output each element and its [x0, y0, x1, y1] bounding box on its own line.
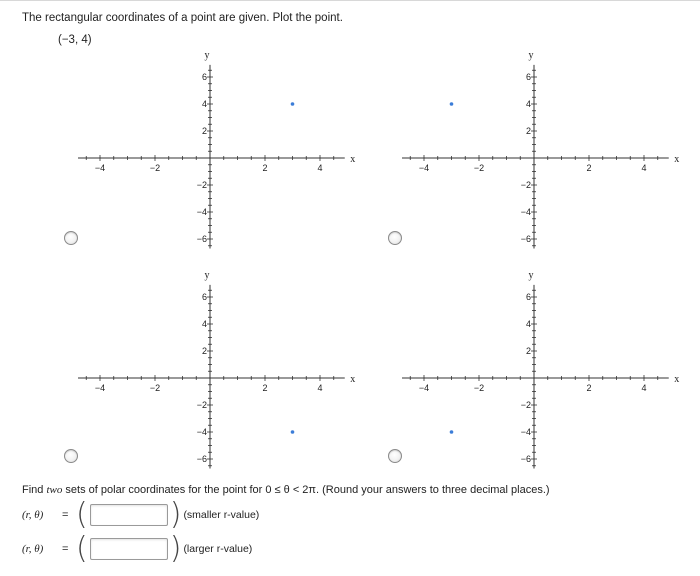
graph-a [60, 50, 360, 245]
y-tick-label: −4 [196, 207, 207, 217]
given-point: (−3, 4) [58, 34, 92, 46]
x-tick-label: −2 [149, 163, 161, 173]
y-tick-label: −2 [520, 400, 531, 410]
open-paren: ( [76, 497, 88, 532]
radio-option-d[interactable] [388, 449, 402, 463]
graph-d [384, 270, 684, 465]
answer-row-larger [22, 532, 252, 566]
y-tick-label: 6 [525, 72, 531, 82]
choice-a[interactable] [60, 50, 380, 270]
y-tick-label: 2 [525, 126, 531, 136]
x-tick-label: 4 [641, 163, 647, 173]
equals-sign: = [62, 509, 69, 521]
x-tick-label: 4 [317, 163, 323, 173]
y-tick-label: −6 [520, 454, 531, 464]
x-tick-label: −4 [94, 383, 106, 393]
plotted-point [450, 102, 454, 106]
polar-answer-larger-input[interactable] [90, 538, 168, 560]
y-tick-label: 4 [525, 99, 531, 109]
y-tick-label: −6 [520, 234, 531, 244]
choice-d[interactable] [384, 270, 700, 490]
y-tick-label: −2 [520, 180, 531, 190]
larger-r-note: (larger r-value) [183, 543, 253, 555]
x-axis-label: x [350, 154, 356, 165]
y-tick-label: 2 [201, 346, 207, 356]
y-tick-label: 6 [525, 292, 531, 302]
close-paren: ) [169, 497, 182, 532]
y-tick-label: 4 [201, 99, 207, 109]
y-tick-label: 4 [525, 319, 531, 329]
choice-b[interactable] [384, 50, 700, 270]
y-tick-label: −4 [520, 427, 531, 437]
x-tick-label: −4 [418, 163, 430, 173]
plotted-point [291, 430, 295, 434]
x-tick-label: −2 [473, 383, 485, 393]
open-paren: ( [76, 531, 88, 566]
plotted-point [450, 430, 454, 434]
x-tick-label: −4 [94, 163, 106, 173]
y-tick-label: 2 [525, 346, 531, 356]
y-axis-label: y [204, 50, 210, 62]
x-tick-label: 2 [586, 383, 592, 393]
radio-option-a[interactable] [64, 231, 78, 245]
polar-answer-smaller-input[interactable] [90, 504, 168, 526]
y-tick-label: 4 [201, 319, 207, 329]
x-axis-label: x [674, 154, 680, 165]
polar-instruction: Find two sets of polar coordinates for the point for 0 ≤ θ < 2π. (Round your answers to three decimal places.) [22, 484, 550, 496]
x-axis-label: x [350, 374, 356, 385]
row-label-larger: (r, θ) [22, 543, 44, 555]
equals-sign: = [62, 543, 69, 555]
answer-row-smaller [22, 498, 259, 532]
y-axis-label: y [528, 270, 534, 282]
y-tick-label: −6 [196, 454, 207, 464]
graph-b [384, 50, 684, 245]
y-tick-label: 6 [201, 292, 207, 302]
x-axis-label: x [674, 374, 680, 385]
x-tick-label: 2 [262, 383, 268, 393]
y-tick-label: 2 [201, 126, 207, 136]
x-tick-label: 2 [262, 163, 268, 173]
y-tick-label: −2 [196, 400, 207, 410]
y-axis-label: y [204, 270, 210, 282]
plotted-point [291, 102, 295, 106]
top-divider [0, 0, 700, 1]
radio-option-b[interactable] [388, 231, 402, 245]
y-tick-label: −4 [520, 207, 531, 217]
x-tick-label: 4 [641, 383, 647, 393]
close-paren: ) [169, 531, 182, 566]
graph-c [60, 270, 360, 465]
row-label-smaller: (r, θ) [22, 509, 44, 521]
y-tick-label: −2 [196, 180, 207, 190]
radio-option-c[interactable] [64, 449, 78, 463]
y-tick-label: −6 [196, 234, 207, 244]
x-tick-label: −4 [418, 383, 430, 393]
y-tick-label: −4 [196, 427, 207, 437]
x-tick-label: −2 [473, 163, 485, 173]
smaller-r-note: (smaller r-value) [183, 509, 260, 521]
question-prompt: The rectangular coordinates of a point are given. Plot the point. [22, 12, 343, 24]
x-tick-label: −2 [149, 383, 161, 393]
x-tick-label: 2 [586, 163, 592, 173]
choice-c[interactable] [60, 270, 380, 490]
x-tick-label: 4 [317, 383, 323, 393]
y-tick-label: 6 [201, 72, 207, 82]
y-axis-label: y [528, 50, 534, 62]
emphasis-two: two [46, 484, 63, 496]
